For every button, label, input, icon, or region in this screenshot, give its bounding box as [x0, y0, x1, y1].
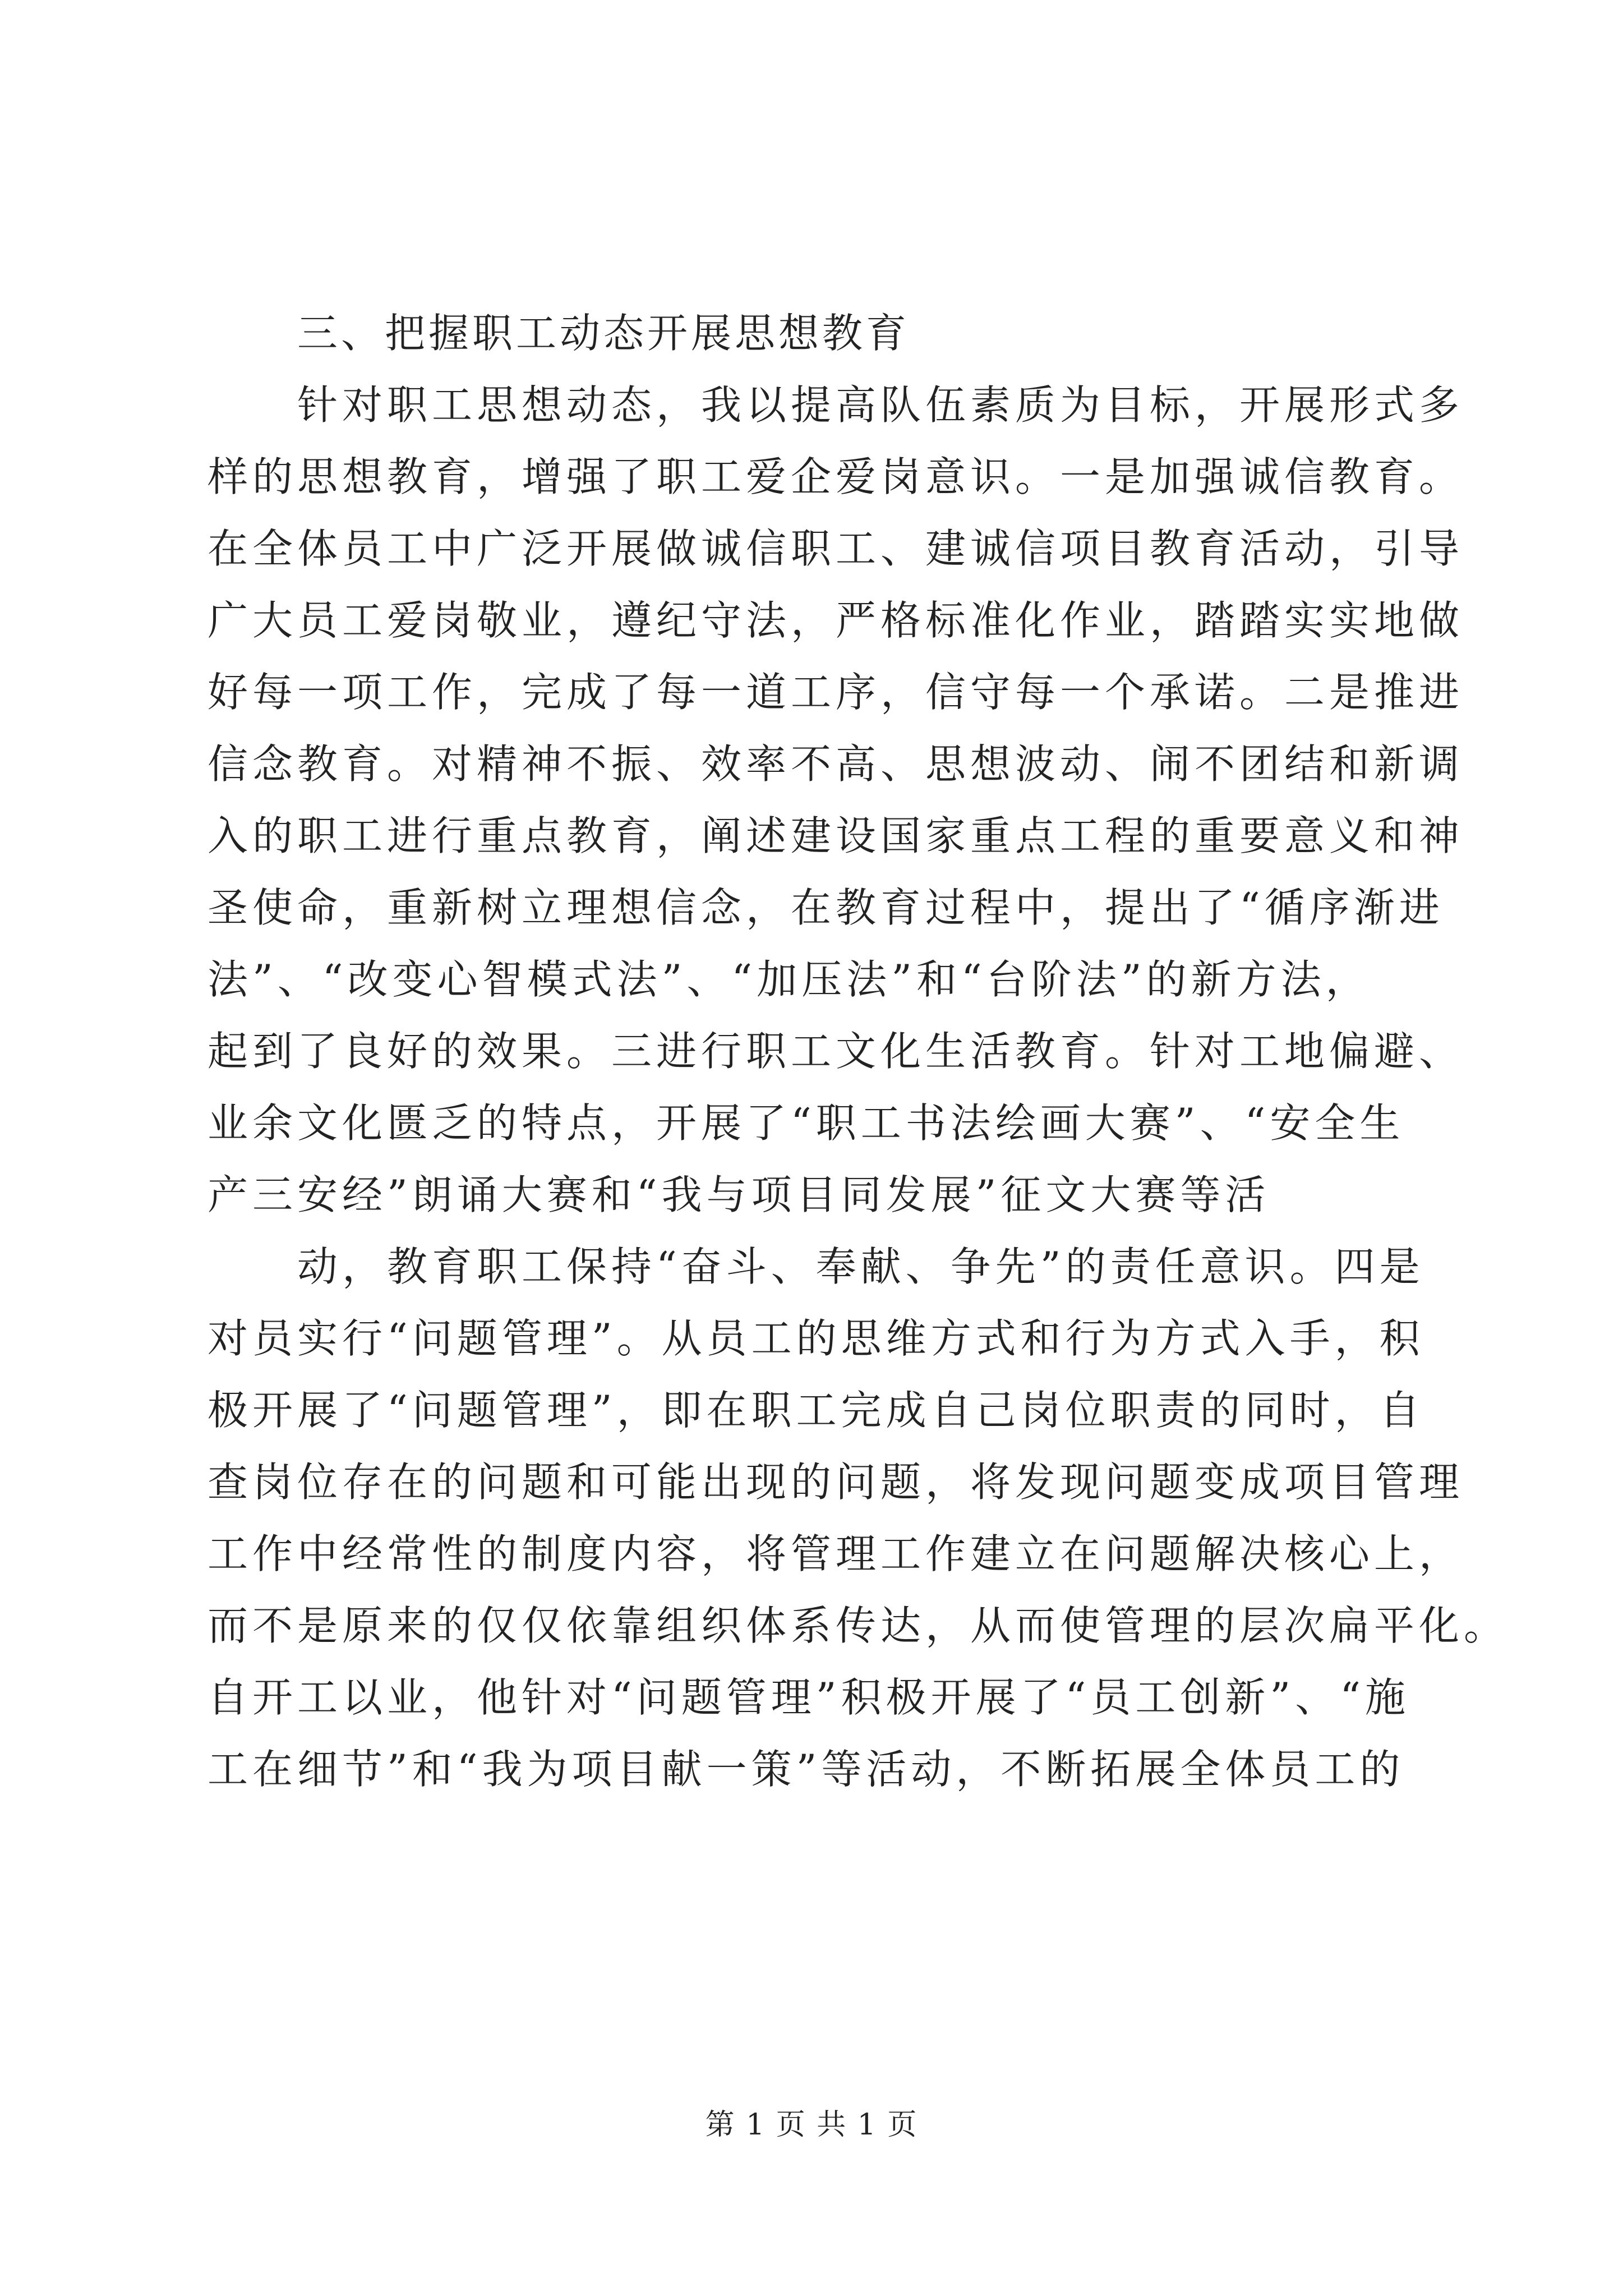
paragraph-line: 广大员工爱岗敬业，遵纪守法，严格标准化作业，踏踏实实地做 — [208, 597, 1464, 644]
paragraph-line: 信念教育。对精神不振、效率不高、思想波动、闹不团结和新调 — [208, 740, 1464, 788]
paragraph-line: 工在细节”和“我为项目献一策”等活动，不断拓展全体员工的 — [208, 1746, 1405, 1793]
paragraph-line: 对员实行“问题管理”。从员工的思维方式和行为方式入手，积 — [208, 1315, 1424, 1362]
paragraph-line: 产三安经”朗诵大赛和“我与项目同发展”征文大赛等活 — [208, 1171, 1270, 1218]
paragraph-line: 业余文化匮乏的特点，开展了“职工书法绘画大赛”、“安全生 — [208, 1099, 1405, 1147]
paragraph-line: 查岗位存在的问题和可能出现的问题，将发现问题变成项目管理 — [208, 1458, 1464, 1506]
page-number-footer: 第 1 页 共 1 页 — [705, 2108, 918, 2142]
paragraph-line: 好每一项工作，完成了每一道工序，信守每一个承诺。二是推进 — [208, 669, 1464, 716]
paragraph-line: 样的思想教育，增强了职工爱企爱岗意识。一是加强诚信教育。 — [208, 453, 1464, 500]
paragraph-line: 在全体员工中广泛开展做诚信职工、建诚信项目教育活动，引导 — [208, 525, 1464, 572]
paragraph-line: 起到了良好的效果。三进行职工文化生活教育。针对工地偏避、 — [208, 1028, 1464, 1075]
paragraph-line: 自开工以业，他针对“问题管理”积极开展了“员工创新”、“施 — [208, 1674, 1410, 1721]
paragraph-line: 针对职工思想动态，我以提高队伍素质为目标，开展形式多 — [297, 381, 1464, 429]
paragraph-line: 入的职工进行重点教育，阐述建设国家重点工程的重要意义和神 — [208, 812, 1464, 859]
paragraph-line: 法”、“改变心智模式法”、“加压法”和“台阶法”的新方法， — [208, 956, 1371, 1003]
paragraph-line: 工作中经常性的制度内容，将管理工作建立在问题解决核心上， — [208, 1530, 1464, 1577]
paragraph-line: 而不是原来的仅仅依靠组织体系传达，从而使管理的层次扁平化。 — [208, 1602, 1509, 1649]
paragraph-line: 极开展了“问题管理”，即在职工完成自己岗位职责的同时，自 — [208, 1387, 1424, 1434]
paragraph-line: 圣使命，重新树立理想信念，在教育过程中，提出了“循序渐进 — [208, 884, 1444, 931]
document-body — [208, 297, 1509, 1805]
section-heading: 三、把握职工动态开展思想教育 — [297, 310, 910, 357]
paragraph-line: 动，教育职工保持“奋斗、奉献、争先”的责任意识。四是 — [297, 1243, 1424, 1290]
